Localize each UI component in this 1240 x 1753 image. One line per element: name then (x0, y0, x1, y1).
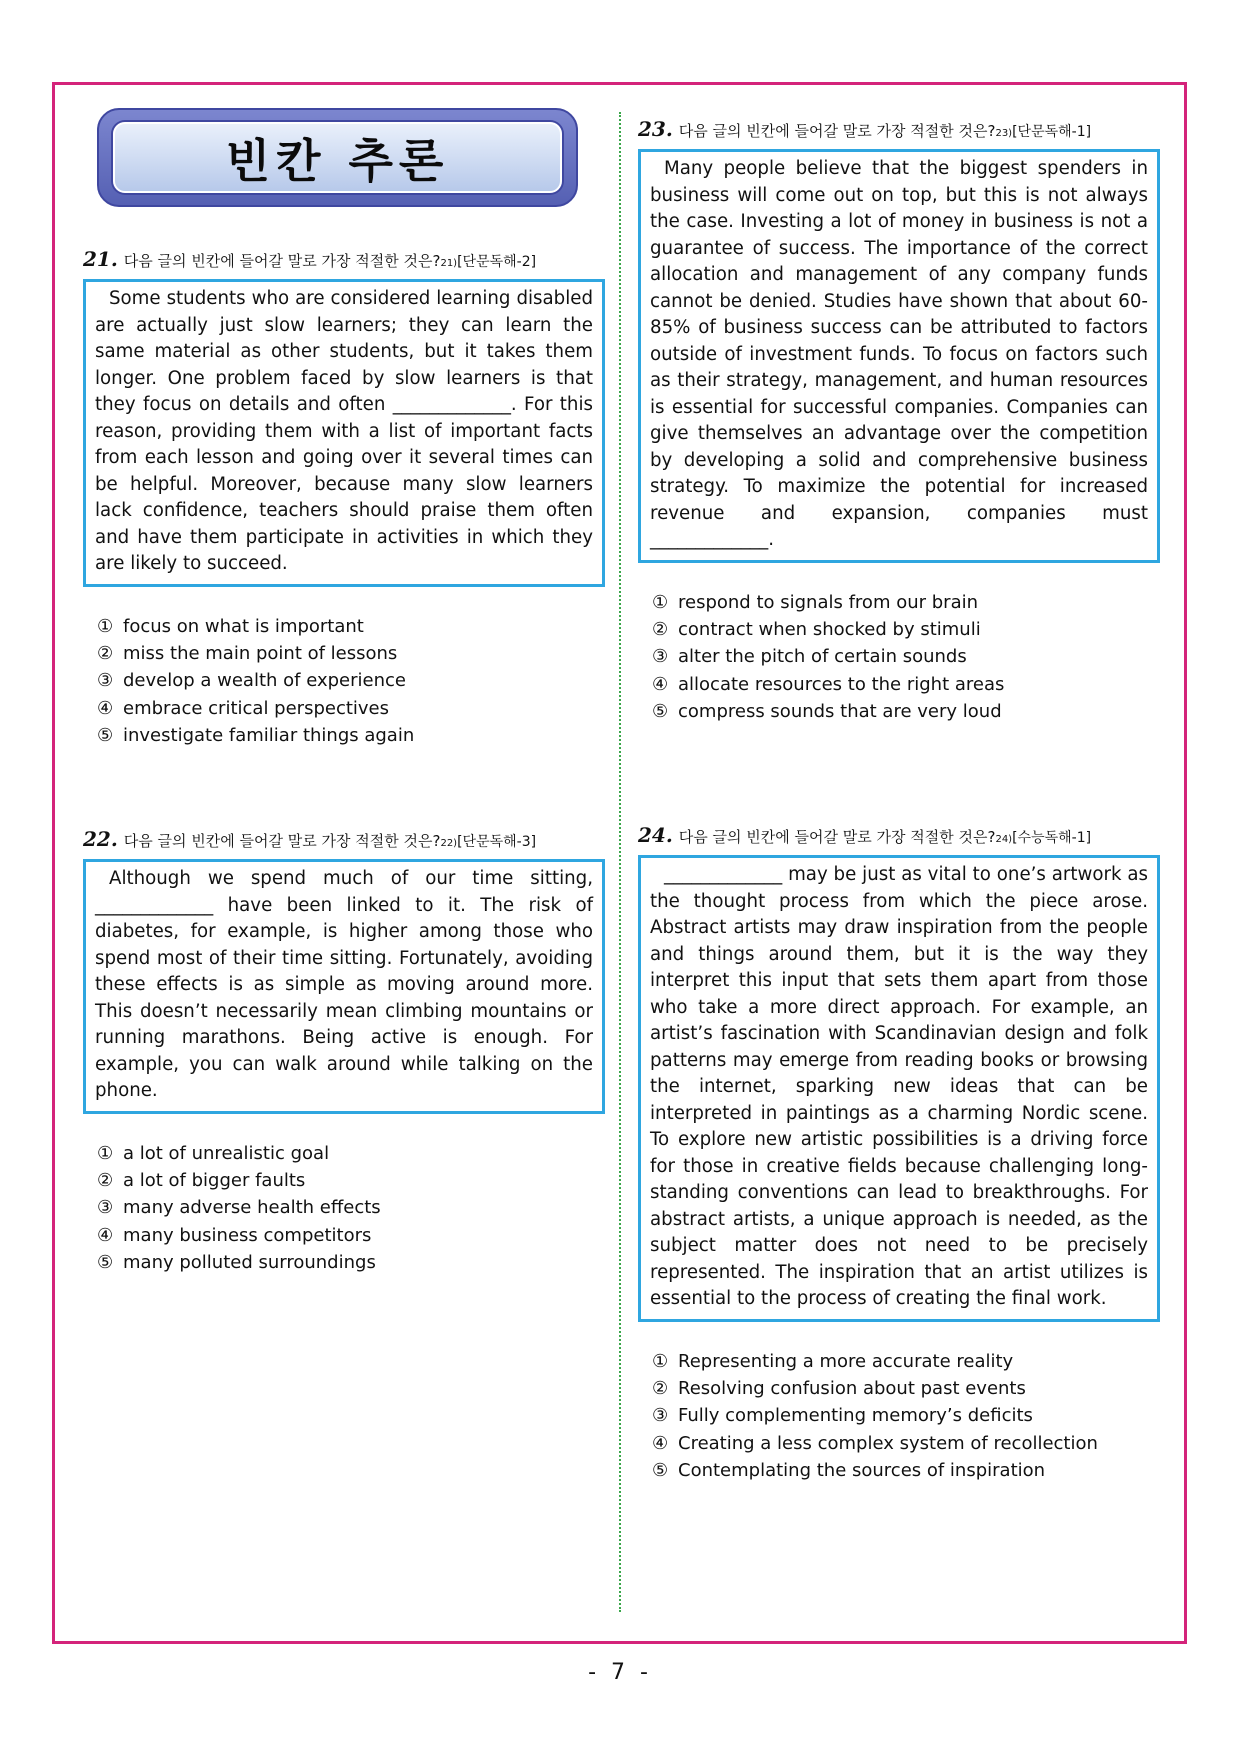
choice-number: ⑤ (97, 725, 114, 747)
question-number: 21. (83, 247, 118, 271)
choice-4[interactable] (652, 1430, 1160, 1457)
choice-number: ⑤ (652, 1460, 669, 1482)
choice-4[interactable] (97, 1222, 605, 1249)
choice-number: ① (97, 615, 114, 637)
question-prompt: 다음 글의 빈칸에 들어갈 말로 가장 적절한 것은? (123, 832, 441, 850)
question-header (638, 823, 1160, 853)
choice-text: many business competitors (123, 1224, 372, 1246)
choice-text: compress sounds that are very loud (678, 701, 1002, 723)
passage-box: Some students who are considered learning disabled are actually just slow learners; they can learn the same material as other students, but it takes them longer. One problem faced by slow learners is that they focus on details and often _____________. For this reason, providing them with a list of important facts from each lesson and going over it several times can be helpful. Moreover, because many slow learners lack confidence, teachers should praise them often and have them participate in activities in which they are likely to succeed. (83, 279, 605, 587)
choice-number: ④ (97, 697, 114, 719)
choice-text: investigate familiar things again (123, 725, 415, 747)
footnote-ref: 24) (995, 834, 1013, 845)
question-number: 22. (83, 827, 118, 851)
question-header (638, 117, 1160, 147)
choice-number: ① (97, 1142, 114, 1164)
choice-number: ② (652, 1377, 669, 1399)
choice-1[interactable] (652, 589, 1160, 616)
section-title: 빈칸 추론 (225, 133, 450, 188)
question-prompt: 다음 글의 빈칸에 들어갈 말로 가장 적절한 것은? (678, 828, 996, 846)
section-title-panel (113, 122, 562, 193)
choice-number: ③ (652, 646, 669, 668)
choice-list (83, 613, 605, 750)
footnote-ref: 23) (995, 128, 1013, 139)
choice-text: respond to signals from our brain (678, 591, 979, 613)
choice-text: Creating a less complex system of recollection (678, 1432, 1098, 1454)
choice-list (83, 1140, 605, 1277)
choice-number: ② (652, 618, 669, 640)
choice-1[interactable] (652, 1348, 1160, 1375)
choice-number: ⑤ (652, 701, 669, 723)
choice-number: ⑤ (97, 1252, 114, 1274)
question-22 (83, 827, 605, 1277)
question-prompt: 다음 글의 빈칸에 들어갈 말로 가장 적절한 것은? (678, 122, 996, 140)
choice-text: allocate resources to the right areas (678, 673, 1005, 695)
choice-2[interactable] (652, 1375, 1160, 1402)
question-number: 24. (638, 823, 673, 847)
choice-text: alter the pitch of certain sounds (678, 646, 967, 668)
choice-number: ① (652, 1350, 669, 1372)
choice-3[interactable] (97, 667, 605, 694)
passage-box: Many people believe that the biggest spenders in business will come out on top, but this is not always the case. Investing a lot of money in business is not a guarantee of success. The importance of the correct allocation and management of any company funds cannot be denied. Studies have shown that about 60-85% of business success can be attributed to factors outside of investment funds. To focus on factors such as their strategy, management, and human resources is essential for successful companies. Companies can give themselves an advantage over the competition by developing a solid and comprehensive business strategy. To maximize the potential for increased revenue and expansion, companies must _____________. (638, 149, 1160, 563)
choice-text: Contemplating the sources of inspiration (678, 1460, 1046, 1482)
choice-2[interactable] (97, 640, 605, 667)
choice-4[interactable] (97, 695, 605, 722)
choice-5[interactable] (652, 698, 1160, 725)
choice-text: Fully complementing memory’s deficits (678, 1405, 1033, 1427)
page-number: - 7 - (588, 1660, 652, 1685)
footnote-ref: 22) (440, 838, 458, 849)
question-24 (638, 823, 1160, 1485)
choice-text: many polluted surroundings (123, 1252, 376, 1274)
passage-box: _____________ may be just as vital to one’s artwork as the thought process from which the piece arose. Abstract artists may draw inspiration from the people and things around them, but it is the way they interpret this input that sets them apart from those who take a more direct approach. For example, an artist’s fascination with Scandinavian design and folk patterns may emerge from reading books or browsing the internet, sparking new ideas that can be interpreted in paintings as a charming Nordic scene. To explore new artistic possibilities is a driving force for those in creative fields because challenging long-standing conventions can lead to breakthroughs. For abstract artists, a unique approach is needed, as the subject matter does not need to be precisely represented. The inspiration that an artist utilizes is essential to the process of creating the final work. (638, 855, 1160, 1322)
choice-list (638, 589, 1160, 726)
choice-text: focus on what is important (123, 615, 364, 637)
choice-2[interactable] (652, 616, 1160, 643)
question-number: 23. (638, 117, 673, 141)
question-source: [수능독해-1] (1012, 830, 1092, 846)
choice-text: embrace critical perspectives (123, 697, 390, 719)
choice-5[interactable] (97, 722, 605, 749)
choice-number: ③ (97, 1197, 114, 1219)
choice-text: miss the main point of lessons (123, 642, 398, 664)
question-header (83, 827, 605, 857)
choice-number: ③ (652, 1405, 669, 1427)
choice-1[interactable] (97, 1140, 605, 1167)
choice-number: ② (97, 642, 114, 664)
question-21 (83, 247, 605, 750)
passage-box: Although we spend much of our time sitting, _____________ have been linked to it. The risk of diabetes, for example, is higher among those who spend most of their time sitting. Fortunately, avoiding these effects is as simple as moving around more. This doesn’t necessarily mean climbing mountains or running marathons. Being active is enough. For example, you can walk around while talking on the phone. (83, 859, 605, 1114)
choice-3[interactable] (652, 643, 1160, 670)
choice-text: Representing a more accurate reality (678, 1350, 1014, 1372)
choice-5[interactable] (652, 1457, 1160, 1484)
question-prompt: 다음 글의 빈칸에 들어갈 말로 가장 적절한 것은? (123, 252, 441, 270)
choice-text: a lot of bigger faults (123, 1169, 306, 1191)
choice-text: many adverse health effects (123, 1197, 381, 1219)
question-header (83, 247, 605, 277)
section-title-badge (97, 108, 578, 207)
choice-text: Resolving confusion about past events (678, 1377, 1026, 1399)
question-23 (638, 117, 1160, 726)
choice-list (638, 1348, 1160, 1485)
choice-2[interactable] (97, 1167, 605, 1194)
choice-1[interactable] (97, 613, 605, 640)
choice-number: ④ (652, 673, 669, 695)
choice-number: ④ (652, 1432, 669, 1454)
choice-text: contract when shocked by stimuli (678, 618, 981, 640)
question-source: [단문독해-1] (1012, 124, 1092, 140)
question-source: [단문독해-2] (457, 254, 537, 270)
choice-3[interactable] (97, 1194, 605, 1221)
choice-5[interactable] (97, 1249, 605, 1276)
choice-text: a lot of unrealistic goal (123, 1142, 330, 1164)
choice-text: develop a wealth of experience (123, 670, 406, 692)
column-divider (619, 112, 621, 1612)
choice-number: ② (97, 1169, 114, 1191)
choice-number: ④ (97, 1224, 114, 1246)
question-source: [단문독해-3] (457, 834, 537, 850)
choice-number: ③ (97, 670, 114, 692)
choice-3[interactable] (652, 1402, 1160, 1429)
choice-4[interactable] (652, 671, 1160, 698)
choice-number: ① (652, 591, 669, 613)
footnote-ref: 21) (440, 258, 458, 269)
